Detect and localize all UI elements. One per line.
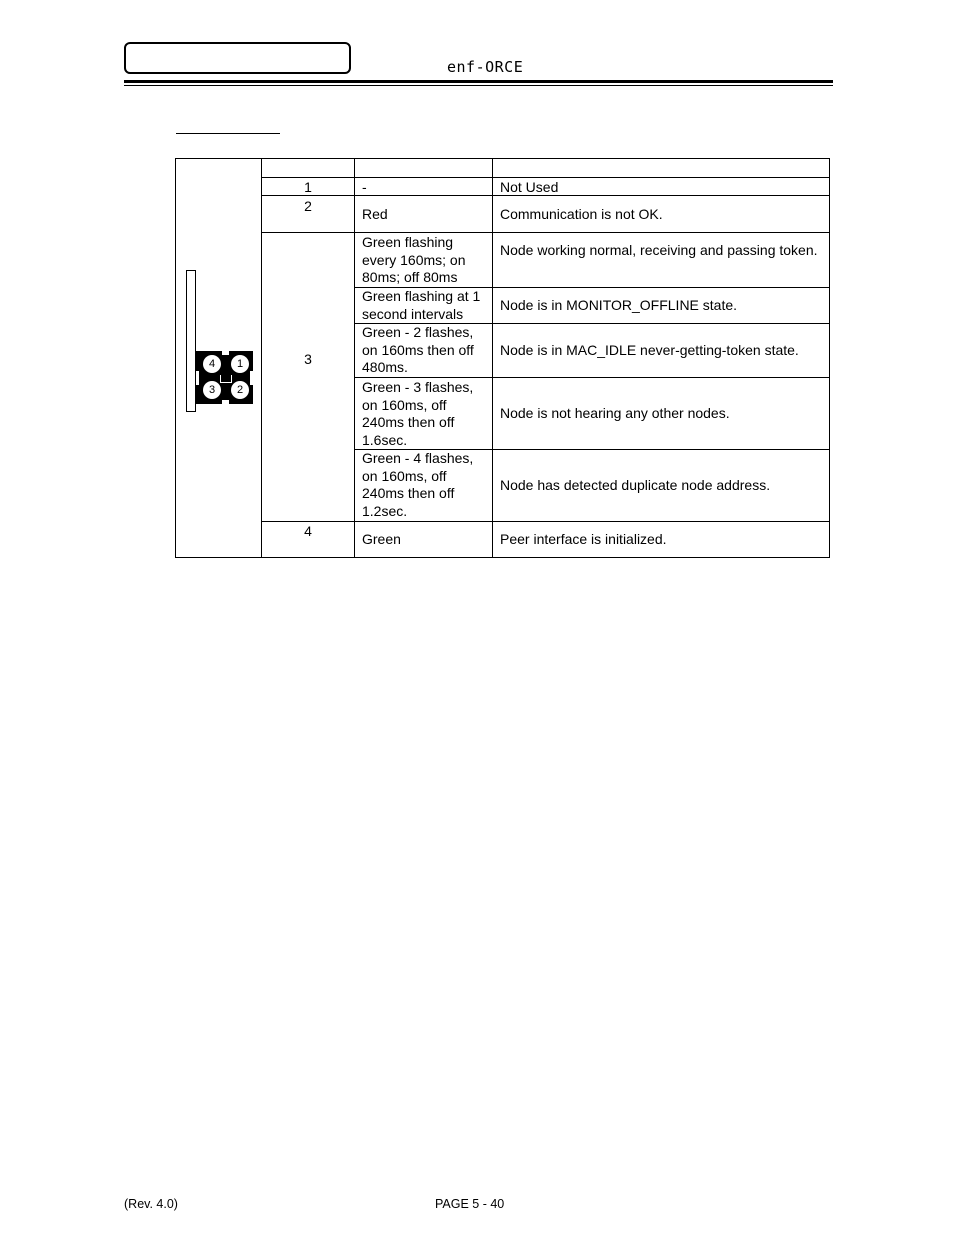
led-number-cell: 1	[304, 179, 312, 195]
table-border-right	[829, 158, 830, 558]
led-number-cell: 3	[304, 351, 312, 367]
footer-revision: (Rev. 4.0)	[124, 1197, 178, 1211]
table-col-divider	[492, 158, 493, 558]
table-border-left	[175, 158, 176, 558]
enforce-logo: enf-ORCE	[447, 58, 524, 76]
led-description-cell: Node is in MAC_IDLE never-getting-token state.	[500, 342, 799, 358]
led-1-indicator: 1	[231, 355, 249, 373]
led-cluster-bridge	[220, 375, 232, 383]
led-cluster-notch	[222, 400, 229, 404]
header-title-box	[124, 42, 351, 74]
led-2-indicator: 2	[231, 381, 249, 399]
led-description-cell: Node is in MONITOR_OFFLINE state.	[500, 297, 738, 313]
led-description-cell: Node is not hearing any other nodes.	[500, 405, 730, 421]
led-number-cell: 2	[304, 198, 312, 214]
led-state-cell: Green flashing at 1 second intervals	[362, 288, 481, 322]
section-heading-underline	[176, 133, 280, 134]
led-number-cell: 4	[304, 523, 312, 539]
led-4-indicator: 4	[203, 355, 221, 373]
led-state-cell: Green - 3 flashes, on 160ms, off 240ms then off 1.6sec.	[362, 379, 474, 448]
table-row-divider	[261, 232, 830, 233]
led-description-cell: Communication is not OK.	[500, 206, 663, 222]
footer-page-number: PAGE 5 - 40	[435, 1197, 505, 1211]
led-state-cell: Red	[362, 206, 388, 222]
table-row-divider	[261, 521, 830, 522]
led-cluster-notch	[196, 371, 199, 385]
led-description-cell: Not Used	[500, 179, 559, 195]
led-description-cell: Peer interface is initialized.	[500, 531, 667, 547]
led-3-indicator: 3	[203, 381, 221, 399]
led-cluster-notch	[222, 351, 229, 355]
header-rule-thick	[124, 80, 833, 83]
table-subrow-divider	[354, 377, 830, 378]
led-state-cell: Green	[362, 531, 401, 547]
table-border-bottom	[175, 557, 830, 558]
module-panel-illustration	[186, 270, 196, 412]
table-row-divider	[261, 177, 830, 178]
led-description-cell: Node working normal, receiving and passing token.	[500, 242, 818, 258]
led-state-cell: Green - 4 flashes, on 160ms, off 240ms then off 1.2sec.	[362, 450, 474, 519]
header-rule-thin	[124, 85, 833, 86]
led-description-cell: Node has detected duplicate node address.	[500, 477, 771, 493]
table-border-top	[175, 158, 830, 159]
led-state-cell: -	[362, 179, 367, 195]
led-cluster-notch	[250, 371, 253, 385]
led-state-cell: Green flashing every 160ms; on 80ms; off 80ms	[362, 234, 466, 285]
led-state-cell: Green - 2 flashes, on 160ms then off 480ms.	[362, 324, 474, 375]
table-col-divider	[354, 158, 355, 558]
